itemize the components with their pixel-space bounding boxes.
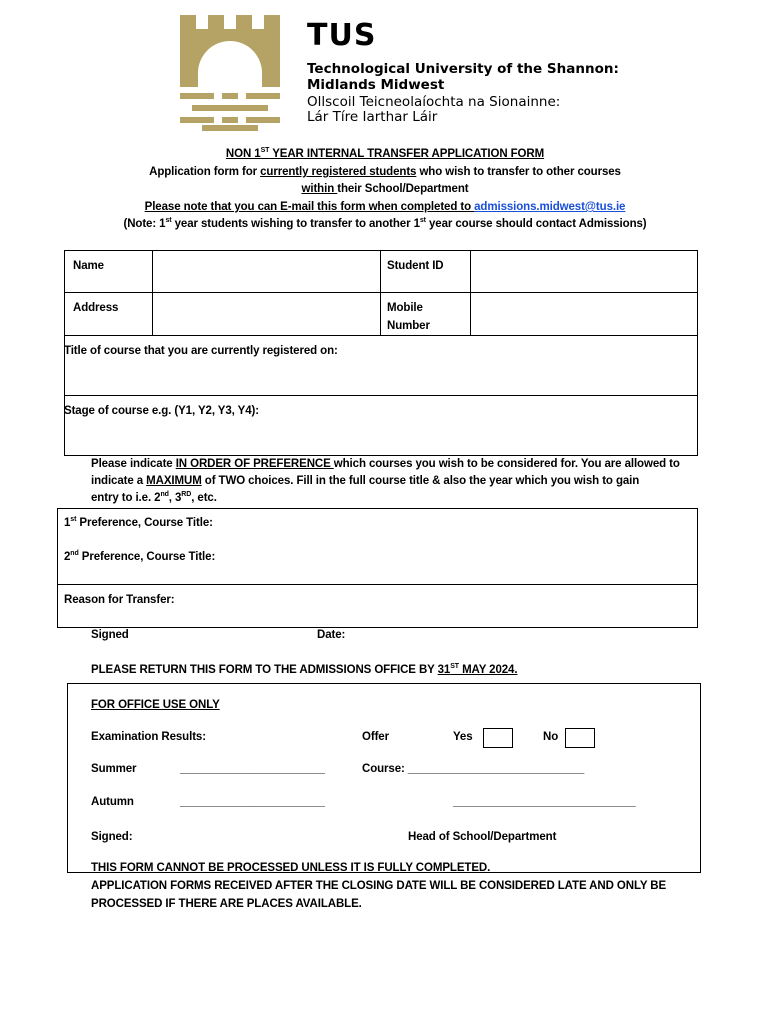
date-label: Date: (317, 629, 346, 641)
first-preference-label: 1st Preference, Course Title: (64, 516, 213, 529)
autumn-line[interactable]: _______________________ (180, 796, 325, 808)
return-deadline: PLEASE RETURN THIS FORM TO THE ADMISSIONS OFFICE BY 31ST MAY 2024. (91, 663, 518, 676)
mobile-label-line1: Mobile (387, 302, 423, 314)
name-label: Name (73, 260, 104, 272)
footer-line3: PROCESSED IF THERE ARE PLACES AVAILABLE. (91, 898, 362, 910)
brand-title: TUS (307, 18, 377, 53)
intro-line2: Application form for currently registered students who wish to transfer to other courses (149, 166, 621, 178)
footer-line1: THIS FORM CANNOT BE PROCESSED UNLESS IT IS FULLY COMPLETED. (91, 862, 491, 874)
office-use-box (67, 683, 701, 873)
course-title-label: Title of course that you are currently registered on: (64, 345, 338, 357)
mobile-field[interactable] (472, 294, 694, 334)
summer-label: Summer (91, 763, 137, 775)
stage-field[interactable] (66, 422, 694, 452)
head-signature-line[interactable]: _____________________________ (453, 796, 636, 808)
summer-line[interactable]: _______________________ (180, 763, 325, 775)
intro-line3: within their School/Department (301, 183, 469, 195)
preference-instruction-line3: entry to i.e. 2nd, 3RD, etc. (91, 491, 217, 504)
course-label: Course: ____________________________ (362, 763, 585, 775)
footer-line2: APPLICATION FORMS RECEIVED AFTER THE CLOSING DATE WILL BE CONSIDERED LATE AND ONLY BE (91, 880, 667, 892)
irish-name-line2: Lár Tíre Iarthar Láir (307, 109, 438, 125)
irish-name-line1: Ollscoil Teicneolaíochta na Sionainne: (307, 94, 561, 110)
first-preference-field[interactable] (230, 512, 690, 540)
exam-results-label: Examination Results: (91, 731, 206, 743)
course-line[interactable]: ____________________________ (407, 763, 585, 775)
no-label: No (543, 731, 559, 743)
address-label: Address (73, 302, 119, 314)
email-link[interactable]: admissions.midwest@tus.ie (474, 201, 626, 213)
yes-label: Yes (453, 731, 473, 743)
second-preference-field[interactable] (230, 546, 690, 574)
no-checkbox[interactable] (565, 728, 595, 748)
intro-note: (Note: 1st year students wishing to transfer to another 1st year course should contact Admissions) (123, 217, 647, 230)
offer-label: Offer (362, 731, 389, 743)
stage-label: Stage of course e.g. (Y1, Y2, Y3, Y4): (64, 405, 259, 417)
course-title-field[interactable] (66, 362, 694, 393)
head-of-school-label: Head of School/Department (408, 831, 557, 843)
form-title: NON 1ST YEAR INTERNAL TRANSFER APPLICATION FORM (225, 147, 545, 160)
mobile-label-line2: Number (387, 320, 430, 332)
office-use-title: FOR OFFICE USE ONLY (91, 699, 220, 711)
preference-instruction-line2: indicate a MAXIMUM of TWO choices. Fill in the full course title & also the year which you wish to gain (91, 475, 640, 487)
yes-checkbox[interactable] (483, 728, 513, 748)
address-field[interactable] (154, 294, 378, 334)
reason-label: Reason for Transfer: (64, 594, 175, 606)
reason-field[interactable] (190, 588, 690, 622)
office-signed-label: Signed: (91, 831, 133, 843)
student-id-field[interactable] (472, 252, 694, 291)
preference-instruction-line1: Please indicate IN ORDER OF PREFERENCE which courses you wish to be considered for. You are allowed to (91, 458, 680, 470)
university-name-line1: Technological University of the Shannon: (307, 61, 619, 77)
student-id-label: Student ID (387, 260, 444, 272)
university-name-line2: Midlands Midwest (307, 77, 445, 93)
second-preference-label: 2nd Preference, Course Title: (64, 550, 216, 563)
name-field[interactable] (154, 252, 378, 291)
intro-email-line: Please note that you can E-mail this form when completed to admissions.midwest@tus.ie (144, 201, 626, 213)
signed-label: Signed (91, 629, 129, 641)
autumn-label: Autumn (91, 796, 134, 808)
tus-logo (180, 15, 280, 131)
